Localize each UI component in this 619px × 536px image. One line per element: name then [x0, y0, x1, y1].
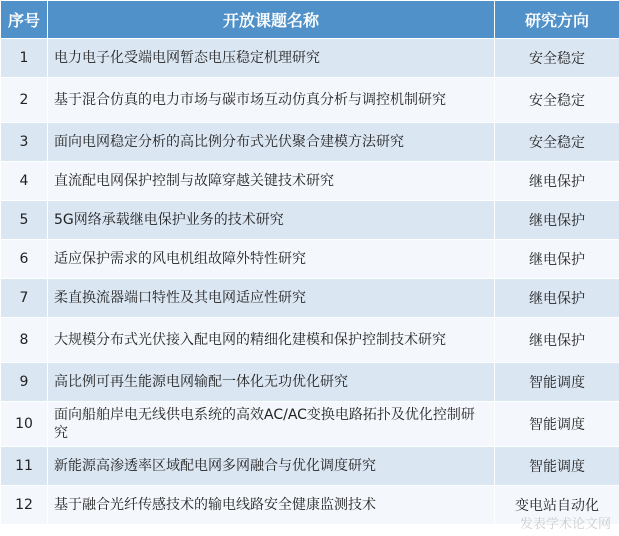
- row-no: 4: [1, 162, 48, 201]
- header-topic: 开放课题名称: [48, 1, 495, 39]
- row-no: 1: [1, 39, 48, 78]
- row-no: 8: [1, 318, 48, 363]
- row-topic: 适应保护需求的风电机组故障外特性研究: [48, 240, 495, 279]
- row-direction: 继电保护: [495, 279, 619, 318]
- table-row: [1, 123, 619, 162]
- row-direction: 智能调度: [495, 447, 619, 486]
- row-topic: 面向船舶岸电无线供电系统的高效AC/AC变换电路拓扑及优化控制研究: [48, 402, 495, 447]
- row-no: 5: [1, 201, 48, 240]
- table-row: [1, 279, 619, 318]
- row-topic: 新能源高渗透率区域配电网多网融合与优化调度研究: [48, 447, 495, 486]
- row-no: 12: [1, 486, 48, 525]
- row-no: 10: [1, 402, 48, 447]
- table-row: [1, 486, 619, 525]
- table-row: [1, 363, 619, 402]
- row-direction: 安全稳定: [495, 39, 619, 78]
- table-row: [1, 39, 619, 78]
- row-topic: 大规模分布式光伏接入配电网的精细化建模和保护控制技术研究: [48, 318, 495, 363]
- row-topic: 基于融合光纤传感技术的输电线路安全健康监测技术: [48, 486, 495, 525]
- header-no: 序号: [1, 1, 48, 39]
- header-row: [1, 1, 619, 39]
- table-row: [1, 447, 619, 486]
- row-topic: 5G网络承载继电保护业务的技术研究: [48, 201, 495, 240]
- row-no: 6: [1, 240, 48, 279]
- row-no: 11: [1, 447, 48, 486]
- row-no: 2: [1, 78, 48, 123]
- row-direction: 安全稳定: [495, 78, 619, 123]
- table-row: [1, 201, 619, 240]
- row-direction: 继电保护: [495, 318, 619, 363]
- row-no: 3: [1, 123, 48, 162]
- row-direction: 继电保护: [495, 201, 619, 240]
- row-topic: 直流配电网保护控制与故障穿越关键技术研究: [48, 162, 495, 201]
- table-row: [1, 318, 619, 363]
- row-topic: 电力电子化受端电网暂态电压稳定机理研究: [48, 39, 495, 78]
- row-topic: 柔直换流器端口特性及其电网适应性研究: [48, 279, 495, 318]
- table-row: [1, 402, 619, 447]
- row-topic: 面向电网稳定分析的高比例分布式光伏聚合建模方法研究: [48, 123, 495, 162]
- row-no: 7: [1, 279, 48, 318]
- table-row: [1, 78, 619, 123]
- watermark: 发表学术论文网: [519, 517, 611, 532]
- header-direction: 研究方向: [495, 1, 619, 39]
- row-direction: 安全稳定: [495, 123, 619, 162]
- table-row: [1, 240, 619, 279]
- row-direction: 智能调度: [495, 363, 619, 402]
- row-direction: 变电站自动化: [495, 486, 619, 525]
- row-topic: 高比例可再生能源电网输配一体化无功优化研究: [48, 363, 495, 402]
- table-row: [1, 162, 619, 201]
- row-direction: 继电保护: [495, 240, 619, 279]
- row-topic: 基于混合仿真的电力市场与碳市场互动仿真分析与调控机制研究: [48, 78, 495, 123]
- row-no: 9: [1, 363, 48, 402]
- row-direction: 智能调度: [495, 402, 619, 447]
- row-direction: 继电保护: [495, 162, 619, 201]
